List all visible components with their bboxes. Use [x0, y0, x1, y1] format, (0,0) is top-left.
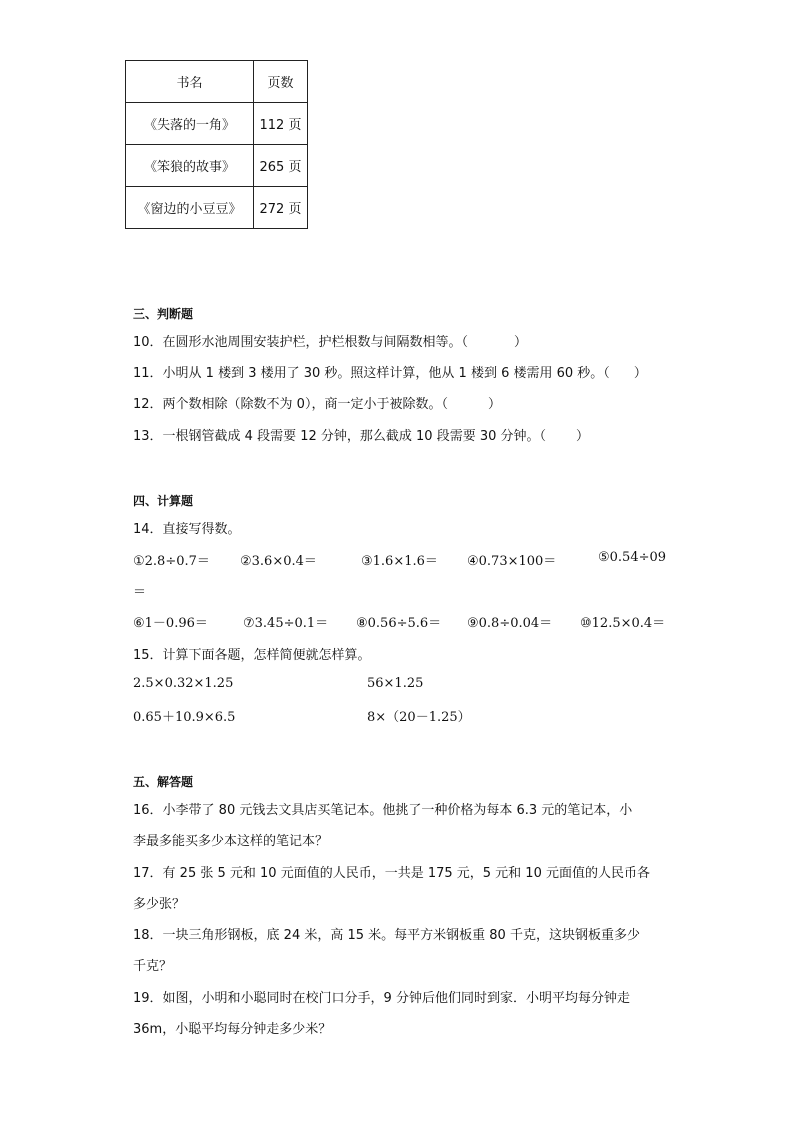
calc-item: ⑨0.8÷0.04＝	[467, 616, 553, 631]
question-text: 10．在圆形水池周围安装护栏，护栏根数与间隔数相等。（	[133, 335, 469, 350]
table-header-row	[126, 61, 308, 103]
close-paren: ）	[633, 366, 647, 381]
question-text: 13．一根钢管截成 4 段需要 12 分钟，那么截成 10 段需要 30 分钟。（	[133, 429, 546, 444]
question-18-line1: 18．一块三角形钢板，底 24 米，高 15 米。每平方米钢板重 80 千克，这块钢板重多少	[133, 928, 640, 943]
close-paren: ）	[576, 429, 590, 444]
question-14: 14．直接写得数。	[133, 522, 241, 537]
table-header-cell: 页数	[254, 61, 308, 103]
question-17-line1: 17．有 25 张 5 元和 10 元面值的人民币，一共是 175 元，5 元和 10 元面值的人民币各	[133, 866, 650, 881]
expression: 8×（20－1.25）	[367, 710, 471, 725]
book-table	[125, 60, 308, 229]
question-11	[133, 362, 647, 381]
table-cell: 《失落的一角》	[126, 103, 254, 145]
table-cell: 112 页	[254, 103, 308, 145]
table-row	[126, 103, 308, 145]
question-10	[133, 331, 527, 350]
calc-item: ⑦3.45÷0.1＝	[243, 616, 329, 631]
section-title-answers: 五、解答题	[133, 775, 194, 789]
table-cell: 272 页	[254, 187, 308, 229]
question-text: 12．两个数相除（除数不为 0），商一定小于被除数。（	[133, 397, 448, 412]
close-paren: ）	[487, 397, 501, 412]
question-19-line1: 19．如图，小明和小聪同时在校门口分手，9 分钟后他们同时到家．小明平均每分钟走	[133, 991, 630, 1006]
table-header-cell: 书名	[126, 61, 254, 103]
question-16-line1: 16．小李带了 80 元钱去文具店买笔记本。他挑了一种价格为每本 6.3 元的笔记本，小	[133, 803, 633, 818]
calc-item: ⑥1－0.96＝	[133, 616, 208, 631]
table-row	[126, 145, 308, 187]
expression: 2.5×0.32×1.25	[133, 676, 234, 691]
calc-item: ⑧0.56÷5.6＝	[356, 616, 442, 631]
section-title-judgement: 三、判断题	[133, 307, 194, 321]
question-12	[133, 393, 501, 412]
calc-item: ⑩12.5×0.4＝	[580, 616, 666, 631]
question-17-line2: 多少张？	[133, 897, 186, 912]
table-cell: 《窗边的小豆豆》	[126, 187, 254, 229]
expression: 0.65＋10.9×6.5	[133, 710, 236, 725]
section-title-calculation: 四、计算题	[133, 494, 194, 508]
question-16-line2: 李最多能买多少本这样的笔记本？	[133, 834, 329, 849]
calc-item: ④0.73×100＝	[467, 554, 557, 569]
calc-item-wrap: ＝	[133, 585, 147, 600]
close-paren: ）	[514, 335, 528, 350]
calc-item: ②3.6×0.4＝	[240, 554, 317, 569]
question-13	[133, 425, 589, 444]
question-18-line2: 千克？	[133, 959, 173, 974]
table-cell: 265 页	[254, 145, 308, 187]
calc-item: ⑤0.54÷09	[598, 550, 667, 565]
calc-item: ①2.8÷0.7＝	[133, 554, 210, 569]
table-cell: 《笨狼的故事》	[126, 145, 254, 187]
expression: 56×1.25	[367, 676, 424, 691]
question-19-line2: 36m，小聪平均每分钟走多少米？	[133, 1022, 332, 1037]
question-text: 11．小明从 1 楼到 3 楼用了 30 秒。照这样计算，他从 1 楼到 6 楼需用 60 秒。（	[133, 366, 610, 381]
question-15: 15．计算下面各题，怎样简便就怎样算。	[133, 648, 371, 663]
calc-item: ③1.6×1.6＝	[361, 554, 438, 569]
table-row	[126, 187, 308, 229]
